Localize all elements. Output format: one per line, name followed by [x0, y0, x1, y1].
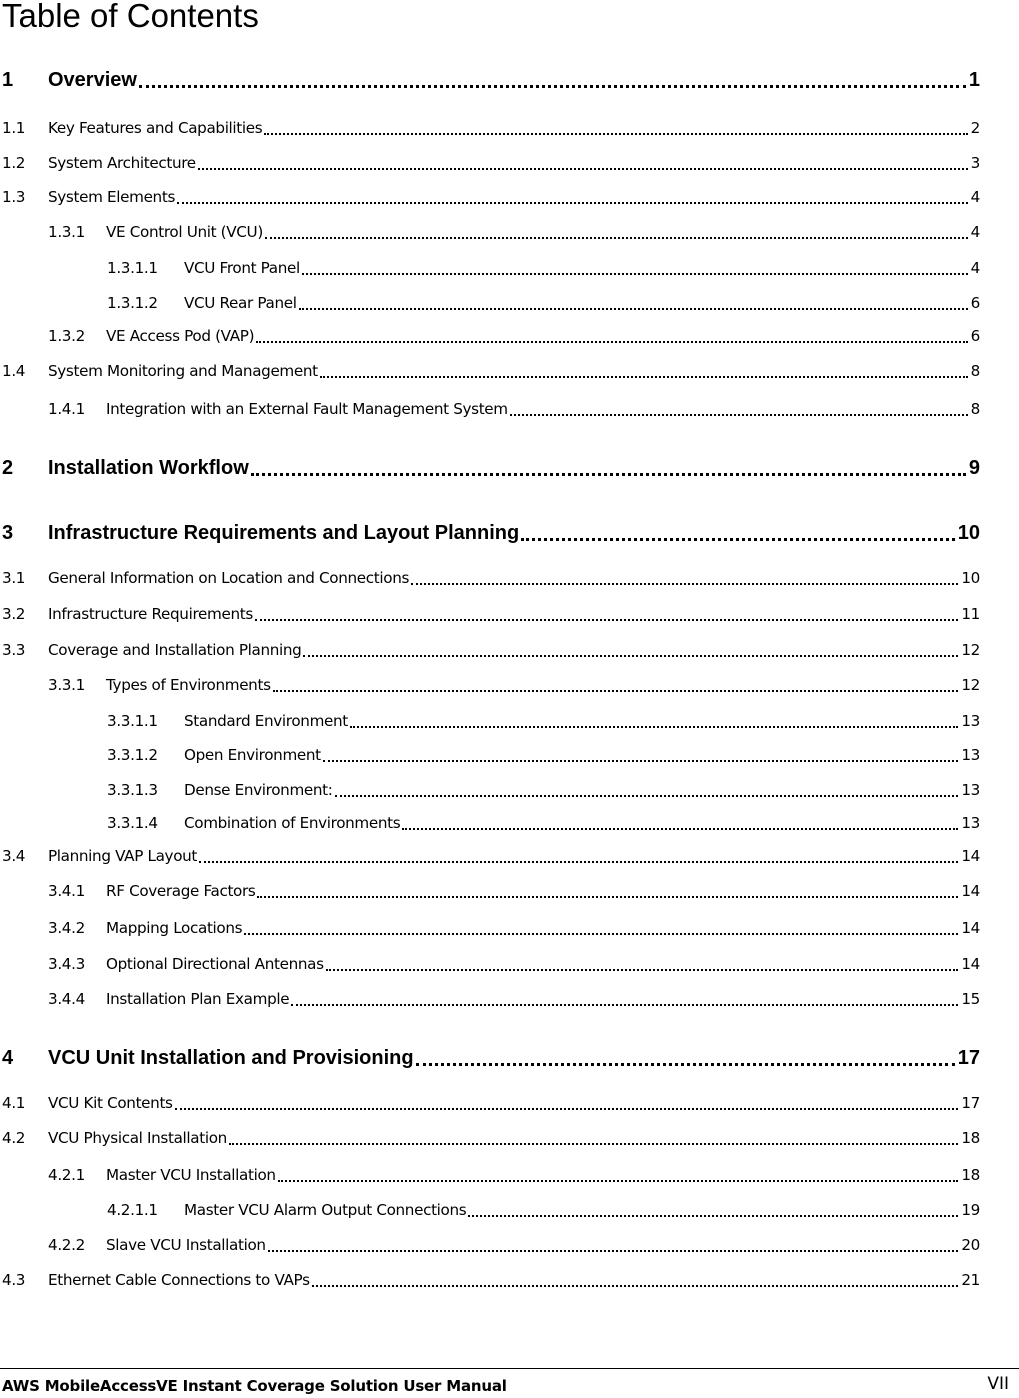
toc-entry-number: 3.4.3: [48, 955, 85, 973]
toc-entry-number: 1.3.2: [48, 327, 85, 345]
toc-entry-title: Installation Workflow: [48, 457, 249, 479]
toc-entry-number: 1.4.1: [48, 400, 85, 418]
toc-entry[interactable]: [0, 636, 980, 660]
dot-leader: [139, 85, 966, 88]
toc-entry-title: Dense Environment:: [184, 781, 333, 799]
toc-entry[interactable]: [0, 517, 980, 545]
toc-entry[interactable]: [107, 776, 980, 800]
toc-entry[interactable]: [48, 395, 980, 419]
dot-leader: [273, 690, 959, 692]
toc-entry-number: 3.3.1.4: [107, 814, 158, 832]
toc-entry-number: 3.3.1.3: [107, 781, 158, 799]
dot-leader: [175, 1108, 959, 1110]
toc-entry-page: 17: [957, 1047, 980, 1069]
toc-entry-page: 4: [970, 188, 980, 206]
toc-entry[interactable]: [0, 1089, 980, 1113]
toc-entry[interactable]: [107, 741, 980, 765]
toc-entry-page: 4: [970, 259, 980, 277]
toc-entry-page: 4: [970, 223, 980, 241]
toc-entry-number: 1.3: [2, 188, 26, 206]
toc-entry-page: 8: [970, 362, 980, 380]
toc-entry-page: 14: [961, 847, 980, 865]
toc-entry[interactable]: [48, 322, 980, 346]
footer-page-number: VII: [987, 1374, 1009, 1394]
toc-entry-number: 3: [2, 522, 14, 544]
dot-leader: [251, 473, 966, 476]
toc-entry[interactable]: [0, 452, 980, 480]
toc-entry[interactable]: [0, 357, 980, 381]
toc-entry-number: 3.3.1.2: [107, 746, 158, 764]
toc-entry-page: 18: [961, 1166, 980, 1184]
toc-entry-number: 3.3: [2, 641, 26, 659]
toc-entry[interactable]: [48, 877, 980, 901]
dot-leader: [299, 308, 968, 310]
dot-leader: [521, 538, 955, 541]
toc-entry[interactable]: [48, 914, 980, 938]
toc-entry-number: 1.2: [2, 154, 26, 172]
toc-entry-title: General Information on Location and Connections: [48, 569, 410, 587]
toc-entry-page: 21: [961, 1271, 980, 1289]
toc-entry-number: 2: [2, 457, 14, 479]
toc-entry[interactable]: [0, 1124, 980, 1148]
dot-leader: [229, 1143, 958, 1145]
toc-entry-page: 6: [970, 327, 980, 345]
dot-leader: [303, 655, 958, 657]
toc-entry-title: System Monitoring and Management: [48, 362, 318, 380]
toc-entry-number: 4.2.2: [48, 1236, 85, 1254]
toc-entry-page: 12: [961, 676, 980, 694]
toc-entry-page: 13: [961, 712, 980, 730]
dot-leader: [198, 168, 968, 170]
toc-entry[interactable]: [107, 254, 980, 278]
toc-entry[interactable]: [0, 64, 980, 92]
toc-entry-title: Mapping Locations: [106, 919, 243, 937]
toc-entry[interactable]: [0, 114, 980, 138]
toc-entry-page: 17: [961, 1094, 980, 1112]
dot-leader: [416, 1063, 955, 1066]
toc-entry-page: 14: [961, 955, 980, 973]
toc-entry-title: System Architecture: [48, 154, 196, 172]
toc-entry-title: System Elements: [48, 188, 176, 206]
toc-entry-page: 18: [961, 1129, 980, 1147]
toc-entry-title: VCU Front Panel: [184, 259, 300, 277]
toc-entry[interactable]: [48, 671, 980, 695]
toc-entry-page: 13: [961, 781, 980, 799]
footer-title: AWS MobileAccessVE Instant Coverage Solution User Manual: [2, 1377, 507, 1395]
page-title: Table of Contents: [2, 0, 259, 34]
toc-entry-title: Optional Directional Antennas: [106, 955, 324, 973]
toc-entry[interactable]: [107, 289, 980, 313]
toc-entry-page: 13: [961, 814, 980, 832]
toc-entry-title: Infrastructure Requirements: [48, 605, 253, 623]
toc-entry-title: Infrastructure Requirements and Layout Planning: [48, 522, 520, 544]
toc-entry-title: Master VCU Alarm Output Connections: [184, 1201, 467, 1219]
toc-entry-title: Key Features and Capabilities: [48, 119, 263, 137]
toc-entry-page: 10: [961, 569, 980, 587]
toc-entry-title: Overview: [48, 69, 137, 91]
toc-entry[interactable]: [0, 183, 980, 207]
dot-leader: [402, 828, 958, 830]
toc-entry-number: 3.2: [2, 605, 26, 623]
toc-entry-number: 1.3.1: [48, 223, 85, 241]
toc-entry-page: 12: [961, 641, 980, 659]
toc-entry-page: 3: [970, 154, 980, 172]
toc-entry-number: 4.2: [2, 1129, 26, 1147]
dot-leader: [350, 726, 958, 728]
toc-entry[interactable]: [107, 707, 980, 731]
toc-entry-number: 3.4: [2, 847, 26, 865]
footer-divider: [0, 1368, 1019, 1369]
toc-entry-title: Integration with an External Fault Management System: [106, 400, 508, 418]
toc-entry[interactable]: [0, 600, 980, 624]
toc-entry-number: 1.4: [2, 362, 26, 380]
dot-leader: [264, 133, 967, 135]
toc-entry-number: 4.2.1: [48, 1166, 85, 1184]
dot-leader: [278, 1180, 959, 1182]
toc-entry-number: 4.2.1.1: [107, 1201, 158, 1219]
toc-entry-title: VCU Unit Installation and Provisioning: [48, 1047, 414, 1069]
toc-entry-page: 13: [961, 746, 980, 764]
toc-entry-page: 11: [961, 605, 980, 623]
dot-leader: [302, 273, 968, 275]
dot-leader: [335, 795, 959, 797]
toc-entry-page: 15: [961, 990, 980, 1008]
dot-leader: [256, 341, 967, 343]
toc-entry[interactable]: [48, 950, 980, 974]
toc-entry-page: 1: [968, 69, 980, 91]
dot-leader: [320, 376, 968, 378]
dot-leader: [255, 619, 958, 621]
toc-entry-number: 4: [2, 1047, 14, 1069]
toc-entry-page: 19: [961, 1201, 980, 1219]
toc-entry[interactable]: [107, 1196, 980, 1220]
toc-entry-page: 6: [970, 294, 980, 312]
toc-entry-page: 14: [961, 882, 980, 900]
toc-entry-title: VCU Rear Panel: [184, 294, 297, 312]
toc-entry[interactable]: [0, 842, 980, 866]
dot-leader: [312, 1285, 959, 1287]
toc-entry-number: 4.3: [2, 1271, 26, 1289]
dot-leader: [199, 861, 958, 863]
toc-entry-title: VCU Kit Contents: [48, 1094, 173, 1112]
toc-entry-title: Combination of Environments: [184, 814, 401, 832]
dot-leader: [323, 760, 959, 762]
toc-entry-page: 20: [961, 1236, 980, 1254]
toc-entry-title: Open Environment: [184, 746, 321, 764]
toc-entry-title: Master VCU Installation: [106, 1166, 276, 1184]
toc-entry-number: 1.3.1.1: [107, 259, 158, 277]
toc-entry-number: 3.4.2: [48, 919, 85, 937]
dot-leader: [244, 933, 958, 935]
toc-entry-title: Planning VAP Layout: [48, 847, 198, 865]
toc-entry-title: Slave VCU Installation: [106, 1236, 266, 1254]
toc-entry[interactable]: [0, 1042, 980, 1070]
dot-leader: [257, 896, 958, 898]
toc-entry[interactable]: [0, 564, 980, 588]
toc-entry-number: 1.1: [2, 119, 26, 137]
toc-entry-number: 1: [2, 69, 14, 91]
toc-entry-title: VE Control Unit (VCU): [106, 223, 263, 241]
toc-entry-title: Standard Environment: [184, 712, 348, 730]
toc-entry-page: 10: [957, 522, 980, 544]
toc-entry-number: 1.3.1.2: [107, 294, 158, 312]
toc-entry-number: 3.3.1.1: [107, 712, 158, 730]
dot-leader: [326, 969, 959, 971]
toc-entry-number: 3.4.4: [48, 990, 85, 1008]
toc-entry-title: RF Coverage Factors: [106, 882, 256, 900]
toc-entry-title: Ethernet Cable Connections to VAPs: [48, 1271, 310, 1289]
toc-entry-title: Coverage and Installation Planning: [48, 641, 302, 659]
toc-entry[interactable]: [0, 149, 980, 173]
toc-entry-page: 14: [961, 919, 980, 937]
dot-leader: [468, 1215, 958, 1217]
dot-leader: [411, 583, 958, 585]
toc-entry[interactable]: [0, 1266, 980, 1290]
dot-leader: [291, 1004, 958, 1006]
toc-entry[interactable]: [48, 218, 980, 242]
dot-leader: [177, 202, 968, 204]
dot-leader: [265, 237, 968, 239]
toc-entry[interactable]: [48, 985, 980, 1009]
toc-entry-title: VCU Physical Installation: [48, 1129, 227, 1147]
toc-entry-title: Types of Environments: [106, 676, 271, 694]
toc-entry[interactable]: [48, 1161, 980, 1185]
toc-entry[interactable]: [48, 1231, 980, 1255]
toc-entry-title: Installation Plan Example: [106, 990, 290, 1008]
toc-entry-number: 4.1: [2, 1094, 26, 1112]
toc-entry-number: 3.3.1: [48, 676, 85, 694]
toc-entry-number: 3.4.1: [48, 882, 85, 900]
toc-entry-page: 2: [970, 119, 980, 137]
toc-entry-number: 3.1: [2, 569, 26, 587]
toc-entry-page: 8: [970, 400, 980, 418]
toc-entry[interactable]: [107, 809, 980, 833]
dot-leader: [510, 414, 968, 416]
toc-entry-page: 9: [968, 457, 980, 479]
dot-leader: [268, 1250, 959, 1252]
toc-entry-title: VE Access Pod (VAP): [106, 327, 255, 345]
